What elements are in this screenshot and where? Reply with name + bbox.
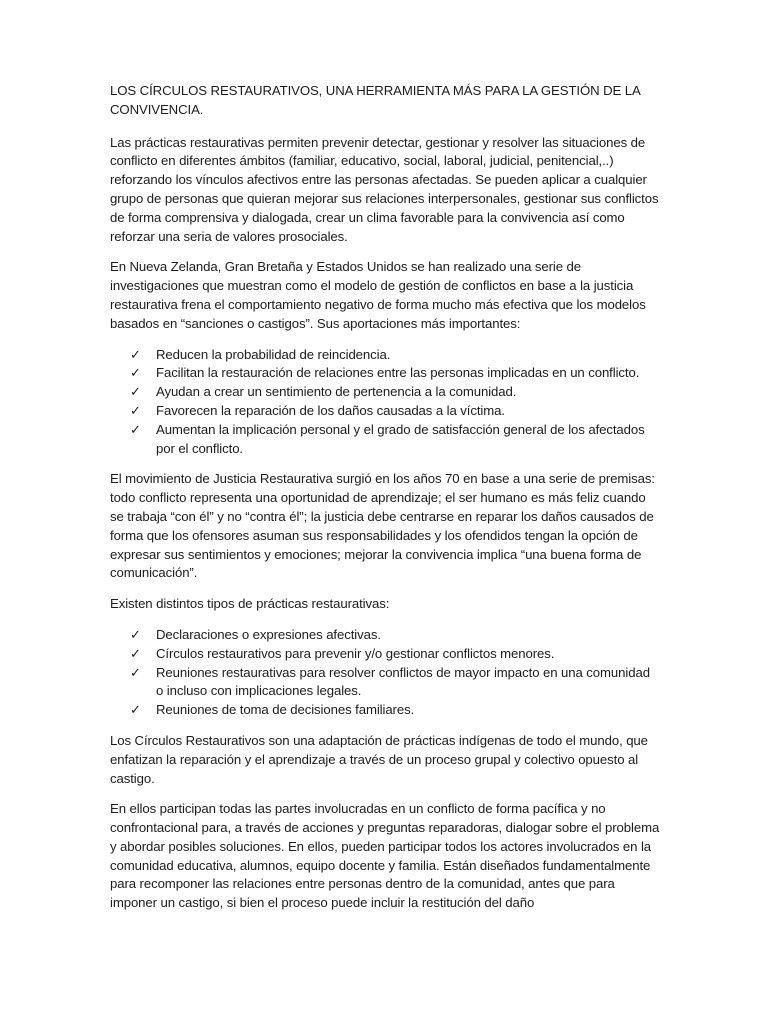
list-item xyxy=(110,364,660,383)
intro-paragraph: Las prácticas restaurativas permiten prevenir detectar, gestionar y resolver las situaciones de conflicto en diferentes ámbitos (familiar, educativo, social, laboral, judicial, penitencial,..) reforzando los vínculos afectivos entre las personas afectadas. Se pueden aplicar a cualquier grupo de personas que quieran mejorar sus relaciones interpersonales, gestionar sus conflictos de forma comprensiva y dialogada, crear un clima favorable para la convivencia así como reforzar una seria de valores prosociales. xyxy=(110,134,659,244)
checkmark-icon: ✓ xyxy=(130,421,141,437)
checkmark-icon: ✓ xyxy=(130,664,141,680)
benefits-list xyxy=(110,346,660,459)
list-item xyxy=(110,664,660,702)
list-item-text: Ayudan a crear un sentimiento de pertenencia a la comunidad. xyxy=(156,384,517,400)
list-item-text: Reuniones de toma de decisiones familiares. xyxy=(156,702,415,718)
participants-paragraph: En ellos participan todas las partes involucradas en un conflicto de forma pacífica y no confrontacional para, a través de acciones y preguntas reparadoras, dialogar sobre el problema y abordar posibles soluciones. En ellos, pueden participar todos los actores involucrados en la comunidad educativa, alumnos, equipo docente y familia. Están diseñados fundamentalmente para recomponer las relaciones entre personas dentro de la comunidad, antes que para imponer un castigo, si bien el proceso puede incluir la restitución del daño xyxy=(110,801,660,911)
checkmark-icon: ✓ xyxy=(130,384,141,400)
research-paragraph: En Nueva Zelanda, Gran Bretaña y Estados Unidos se han realizado una serie de investigaciones que muestran como el modelo de gestión de conflictos en base a la justicia restaurativa frena el comportamiento negativo de forma mucho más efectiva que los modelos basados en “sanciones o castigos”. Sus aportaciones más importantes: xyxy=(110,259,646,331)
list-item-text: Facilitan la restauración de relaciones entre las personas implicadas en un conflicto. xyxy=(156,365,640,381)
movement-paragraph: El movimiento de Justicia Restaurativa surgió en los años 70 en base a una serie de premisas: todo conflicto representa una oportunidad de aprendizaje; el ser humano es más feliz cuando se trabaja “con él” y no “contra él”; la justicia debe centrarse en reparar los daños causados de forma que los ofensores asuman sus responsabilidades y los ofendidos tengan la opción de expresar sus sentimientos y emociones; mejorar la convivencia implica “una buena forma de comunicación”. xyxy=(110,471,655,581)
document-title: LOS CÍRCULOS RESTAURATIVOS, UNA HERRAMIENTA MÁS PARA LA GESTIÓN DE LA CONVIVENCIA. xyxy=(110,83,641,117)
checkmark-icon: ✓ xyxy=(130,346,141,362)
checkmark-icon: ✓ xyxy=(130,402,141,418)
list-item-text: Reuniones restaurativas para resolver conflictos de mayor impacto en una comunidad o incluso con implicaciones legales. xyxy=(156,664,650,699)
checkmark-icon: ✓ xyxy=(130,702,141,718)
list-item xyxy=(110,383,660,402)
list-item-text: Círculos restaurativos para prevenir y/o gestionar conflictos menores. xyxy=(156,645,555,661)
list-item xyxy=(110,645,660,664)
practice-types-list xyxy=(110,626,660,720)
circles-paragraph: Los Círculos Restaurativos son una adaptación de prácticas indígenas de todo el mundo, que enfatizan la reparación y el aprendizaje a través de un proceso grupal y colectivo opuesto al castigo. xyxy=(110,732,648,786)
checkmark-icon: ✓ xyxy=(130,645,141,661)
list-item xyxy=(110,701,660,720)
list-item xyxy=(110,346,660,365)
checkmark-icon: ✓ xyxy=(130,365,141,381)
list-item-text: Reducen la probabilidad de reincidencia. xyxy=(156,346,391,362)
list-item xyxy=(110,626,660,645)
list-item-text: Aumentan la implicación personal y el grado de satisfacción general de los afectados por el conflicto. xyxy=(156,421,645,456)
checkmark-icon: ✓ xyxy=(130,626,141,642)
list-item-text: Favorecen la reparación de los daños causadas a la víctima. xyxy=(156,402,505,418)
list-item xyxy=(110,421,660,459)
types-intro-paragraph: Existen distintos tipos de prácticas restaurativas: xyxy=(110,596,390,612)
document-page xyxy=(110,82,660,925)
list-item xyxy=(110,402,660,421)
list-item-text: Declaraciones o expresiones afectivas. xyxy=(156,626,381,642)
